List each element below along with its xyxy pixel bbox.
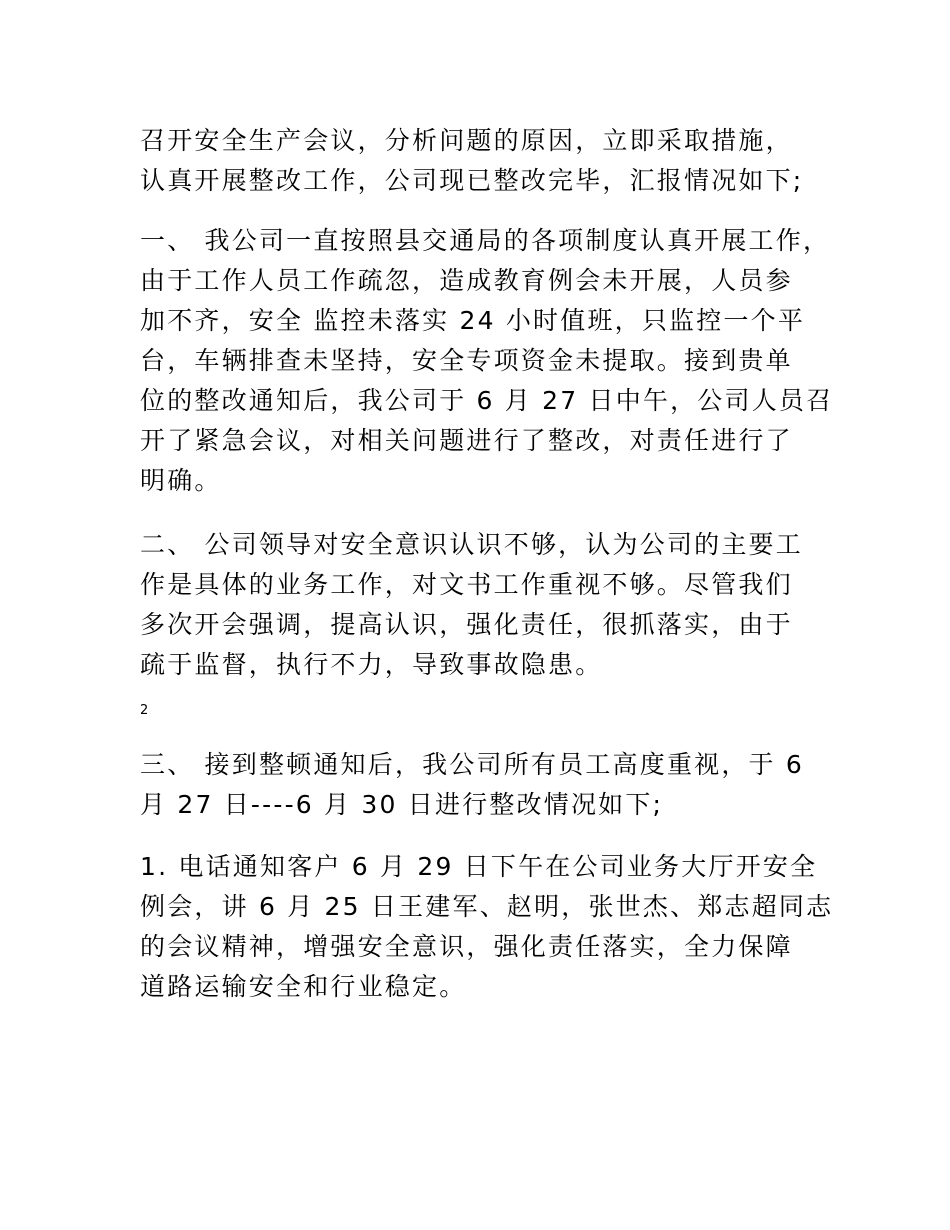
intro-line-1: 召开安全生产会议，分析问题的原因，立即采取措施，: [140, 126, 793, 155]
page-number: 2: [140, 703, 149, 718]
item1-line-2: 例会，讲 6 月 25 日王建军、赵明，张世杰、郑志超同志: [140, 892, 834, 921]
section1-line-2: 由于工作人员工作疏忽，造成教育例会未开展，人员参: [140, 266, 793, 295]
item1-line-1: 1. 电话通知客户 6 月 29 日下午在公司业务大厅开安全: [140, 852, 818, 881]
section1-line-7: 明确。: [140, 466, 222, 495]
section3-line-1: 三、 接到整顿通知后，我公司所有员工高度重视，于 6: [140, 750, 805, 779]
section1-line-4: 台，车辆排查未坚持，安全专项资金未提取。接到贵单: [140, 346, 793, 375]
section2-line-3: 多次开会强调，提高认识，强化责任，很抓落实，由于: [140, 610, 793, 639]
section1-line-1: 一、 我公司一直按照县交通局的各项制度认真开展工作，: [140, 226, 831, 255]
section3-line-2: 月 27 日----6 月 30 日进行整改情况如下;: [140, 790, 664, 819]
intro-line-2: 认真开展整改工作，公司现已整改完毕，汇报情况如下;: [140, 166, 804, 195]
item1-line-4: 道路运输安全和行业稳定。: [140, 972, 467, 1001]
section2-line-4: 疏于监督，执行不力，导致事故隐患。: [140, 650, 603, 679]
section1-line-3: 加不齐，安全 监控未落实 24 小时值班，只监控一个平: [140, 306, 806, 335]
section2-line-1: 二、 公司领导对安全意识认识不够，认为公司的主要工: [140, 530, 803, 559]
section1-line-6: 开了紧急会议，对相关问题进行了整改，对责任进行了: [140, 426, 793, 455]
section1-line-5: 位的整改通知后，我公司于 6 月 27 日中午，公司人员召: [140, 386, 834, 415]
section2-line-2: 作是具体的业务工作，对文书工作重视不够。尽管我们: [140, 570, 793, 599]
item1-line-3: 的会议精神，增强安全意识，强化责任落实，全力保障: [140, 932, 793, 961]
